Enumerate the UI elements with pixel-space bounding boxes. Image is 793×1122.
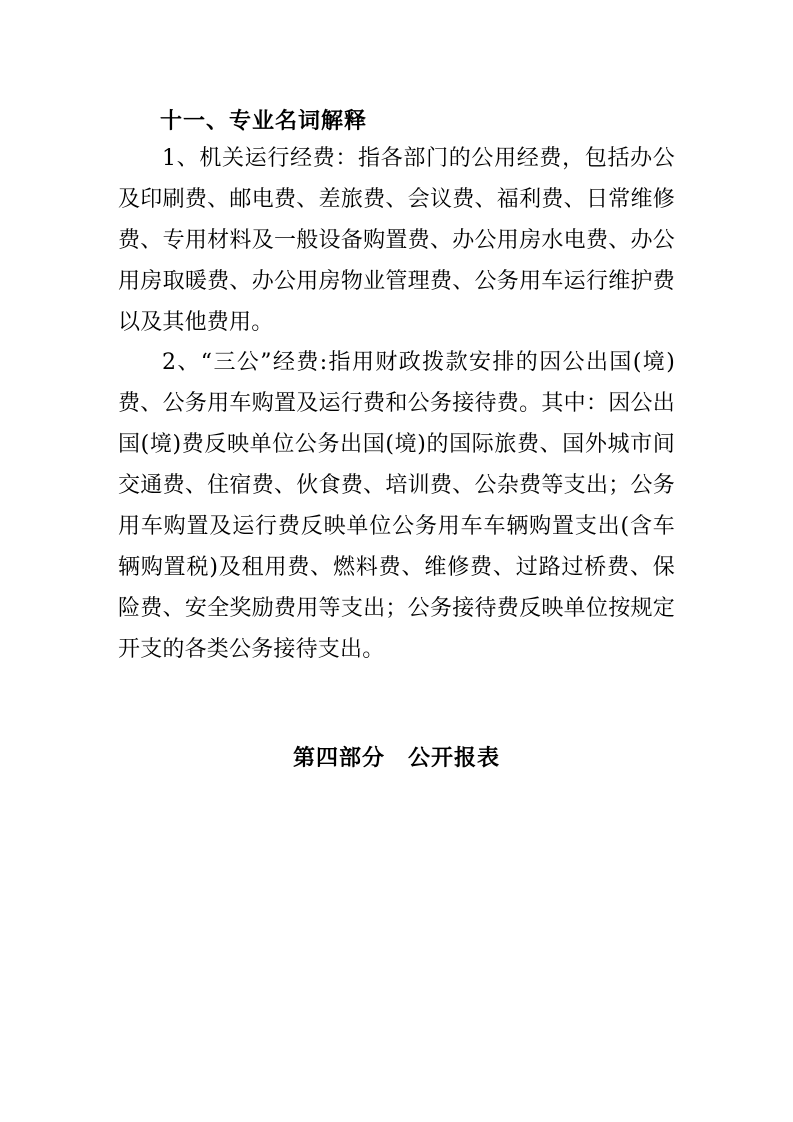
section-heading: 十一、专业名词解释 <box>160 108 368 134</box>
definition-paragraph-operating-expenses: 1、机关运行经费：指各部门的公用经费，包括办公及印刷费、邮电费、差旅费、会议费、福利费、日常维修费、专用材料及一般设备购置费、办公用房水电费、办公用房取暖费、办公用房物业管理费、公务用车运行维护费以及其他费用。 <box>118 146 675 335</box>
definition-paragraph-three-public-expenses: 2、“三公”经费:指用财政拨款安排的因公出国(境)费、公务用车购置及运行费和公务接待费。其中：因公出国(境)费反映单位公务出国(境)的国际旅费、国外城市间交通费、住宿费、伙食费、培训费、公杂费等支出；公务用车购置及运行费反映单位公务用车车辆购置支出(含车辆购置税)及租用费、燃料费、维修费、过路过桥费、保险费、安全奖励费用等支出；公务接待费反映单位按规定开支的各类公务接待支出。 <box>118 350 675 662</box>
part-title: 第四部分 公开报表 <box>292 745 500 771</box>
